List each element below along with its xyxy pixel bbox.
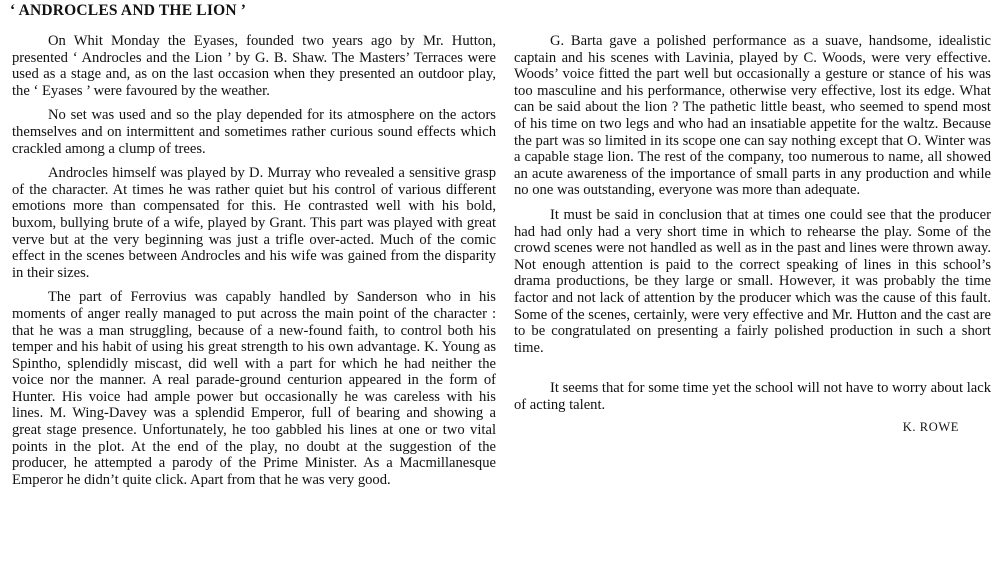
author-signature: K. ROWE: [902, 420, 959, 435]
paragraph: It seems that for some time yet the school will not have to worry about lack of acting talent.: [514, 380, 991, 413]
paragraph: The part of Ferrovius was capably handled by Sanderson who in his moments of anger really managed to put across the main point of the character : that he was a man struggling, because of a new-found faith, to control both his temper and his habit of using his great strength to his own advantage. K. Young as Spintho, splendidly miscast, did well with a part for which he had neither the voice nor the manner. A real parade-ground centurion appeared in the form of Hunter. His voice had ample power but occasionally he was careless with his lines. M. Wing-Davey was a splendid Emperor, full of bearing and showing a great stage presence. Unfortunately, he too gabbled his lines at one or two vital points in the plot. At the end of the play, no doubt at the suggestion of the producer, he attempted a parody of the Prime Minister. As a Macmillanesque Emperor he didn’t quite click. Apart from that he was very good.: [12, 289, 496, 488]
article-title: ‘ ANDROCLES AND THE LION ’: [10, 2, 247, 19]
paragraph: On Whit Monday the Eyases, founded two years ago by Mr. Hutton, presented ‘ Androcles and the Lion ’ by G. B. Shaw. The Masters’ Terraces were used as a stage and, as on the last occasion when they presented an outdoor play, the ‘ Eyases ’ were favoured by the weather.: [12, 33, 496, 99]
paragraph: G. Barta gave a polished performance as a suave, handsome, idealistic captain and his scenes with Lavinia, played by C. Woods, were very effective. Woods’ voice fitted the part well but occasionally a gesture or stance of his was too masculine and his performance, otherwise very effective, lost its edge. What can be said about the lion ? The pathetic little beast, who seemed to spend most of his time on two legs and who had an insatiable appetite for the waltz. Because the part was so limited in its scope one can say nothing except that O. Winter was a capable stage lion. The rest of the company, too numerous to name, all showed an acute awareness of the importance of small parts in any production and while no one was outstanding, everyone was more than adequate.: [514, 33, 991, 199]
right-column: [514, 33, 991, 436]
paragraph: It must be said in conclusion that at times one could see that the producer had had only had a very short time in which to rehearse the play. Some of the crowd scenes were not handled as well as in the past and lines were thrown away. Not enough attention is paid to the correct speaking of lines in this school’s drama productions, be they large or small. However, it was probably the time factor and not lack of attention by the producer which was the cause of this fault. Some of the scenes, certainly, were very effective and Mr. Hutton and the cast are to be congratulated on presenting a fairly polished production in such a short time.: [514, 206, 991, 356]
left-column: [12, 33, 496, 497]
paragraph: Androcles himself was played by D. Murray who revealed a sensitive grasp of the character. At times he was rather quiet but his control of various different emotions more than compensated for this. He contrasted well with his bold, buxom, bullying brute of a wife, played by Grant. This part was played with great verve but at the very beginning was just a trifle over-acted. Much of the comic effect in the scenes between Androcles and his wife was gained from the disparity in their sizes.: [12, 165, 496, 281]
paragraph: No set was used and so the play depended for its atmosphere on the actors themselves and on intermittent and sometimes rather curious sound effects which crackled among a clump of trees.: [12, 107, 496, 157]
